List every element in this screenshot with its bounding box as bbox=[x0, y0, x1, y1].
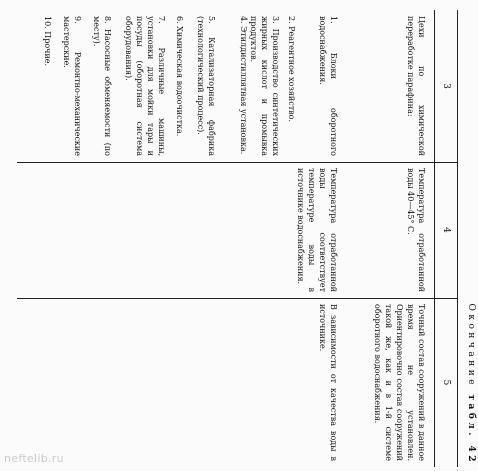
list-item-5: 5. Катализаторная фабрика (технологический процесс). bbox=[196, 16, 216, 156]
row1-col3-text: Цехи по химической переработке парафина: bbox=[406, 16, 426, 156]
column-divider-3-4 bbox=[17, 162, 457, 163]
list-item-8: 8. Насосные обменяемости (по месту). bbox=[92, 16, 112, 156]
table-caption bbox=[466, 304, 476, 466]
caption-label: табл. 42 bbox=[466, 394, 476, 465]
column-number-5: 5 bbox=[441, 379, 451, 386]
row1-col4 bbox=[405, 168, 427, 292]
list-item bbox=[286, 16, 297, 156]
list-item-3: 3. Производство синтетических жирных кислот и промывка продуктов. bbox=[249, 16, 280, 156]
list-item bbox=[61, 16, 83, 156]
list-item-4: 4. Этилдистиллятная установка. bbox=[239, 16, 248, 155]
list-item bbox=[42, 16, 53, 156]
row1-col4-text: Температура отработанной воды 40—45° С. bbox=[406, 168, 426, 292]
row1-col5-text: Точный состав сооружений в данное время не установлен. Ориентировочно состав сооружений такой же, как и в 1-й системе оборотного водоснабжения. bbox=[373, 304, 426, 461]
list-item-9: 9. Ремонтно-механические мастерские. bbox=[62, 16, 82, 156]
list-item bbox=[238, 16, 249, 156]
row2-col3 bbox=[317, 16, 339, 156]
row2-col4-text: Температура отработанной воды соответствует температуре воды в источнике водоснабжения. bbox=[296, 168, 338, 292]
row2-col4 bbox=[295, 168, 339, 292]
row2-col5 bbox=[317, 304, 339, 461]
list-item bbox=[195, 16, 217, 156]
continuation-table bbox=[17, 10, 458, 467]
site-watermark: neftelib.ru bbox=[4, 452, 64, 465]
row1-col5 bbox=[372, 304, 427, 461]
row2-col5-text: В зависимости от качества воды в источнике. bbox=[318, 304, 338, 461]
row1-col3 bbox=[405, 16, 427, 156]
list-item bbox=[123, 16, 167, 156]
row2-col3-text: 1. Блоки оборотного водоснабжения. bbox=[318, 16, 338, 156]
caption-prefix: Окончание bbox=[466, 303, 476, 389]
list-item-10: 10. Прочие. bbox=[43, 16, 52, 67]
list-item-7: 7. Различные машины, установки для мойки тары и посуды (оборотная система оборудования). bbox=[124, 16, 166, 156]
column-number-4: 4 bbox=[441, 227, 451, 233]
header-rule bbox=[434, 10, 435, 467]
column-number-3: 3 bbox=[441, 83, 451, 89]
list-item bbox=[91, 16, 113, 156]
column-divider-4-5 bbox=[17, 298, 457, 299]
list-item bbox=[174, 16, 185, 156]
list-item-2: 2. Реагентное хозяйство. bbox=[287, 16, 296, 123]
list-item bbox=[248, 16, 281, 156]
list-item-6: 6. Химическая водоочистка. bbox=[175, 16, 184, 137]
